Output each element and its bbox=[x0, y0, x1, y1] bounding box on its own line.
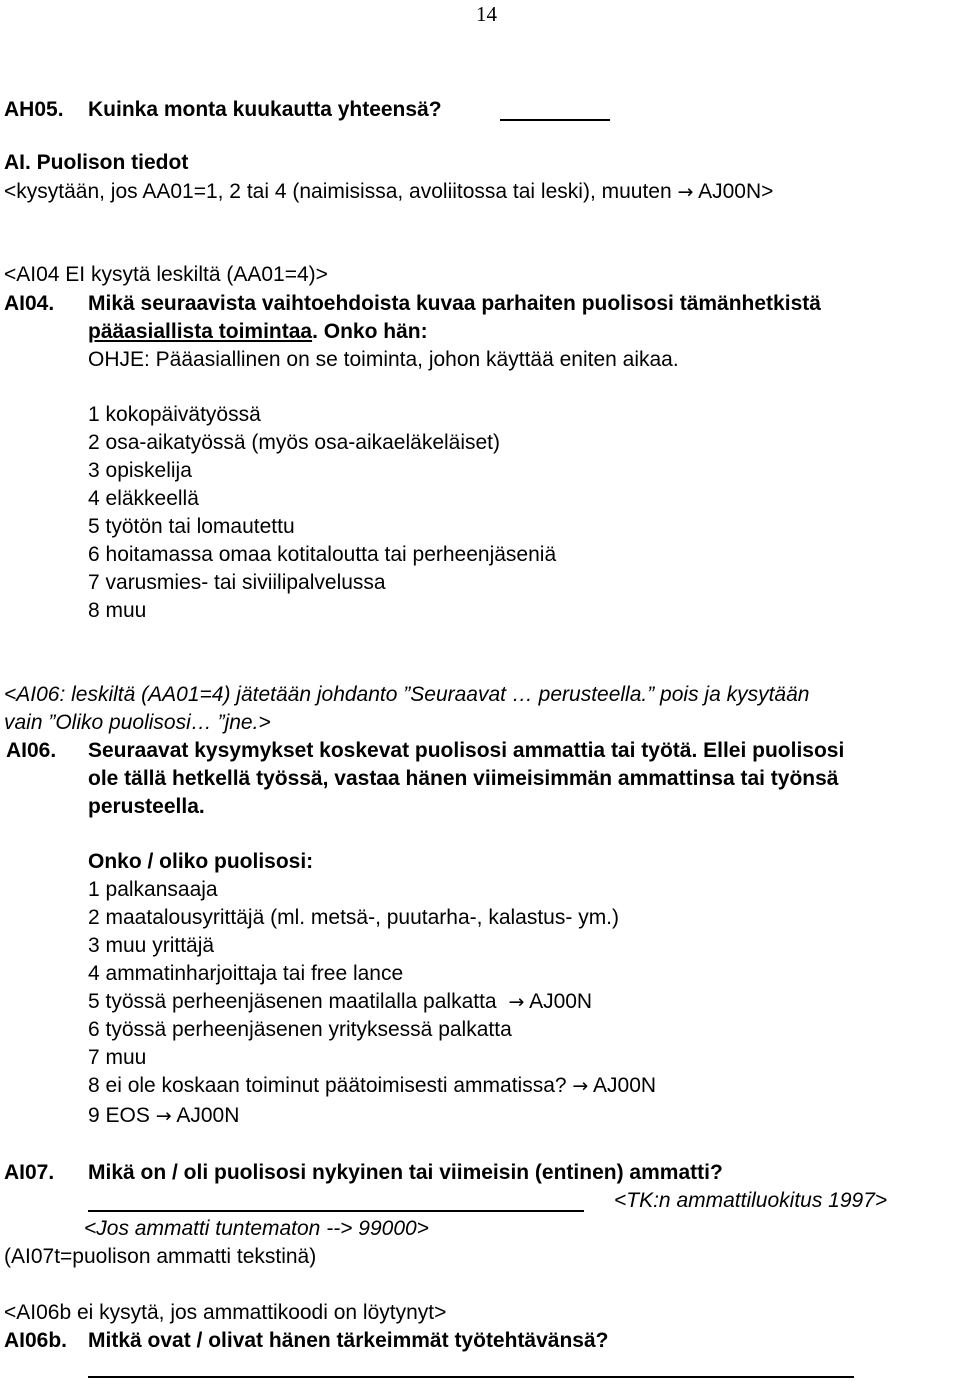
ai06-question-line1: Seuraavat kysymykset koskevat puolisosi ammattia tai työtä. Ellei puolisosi bbox=[88, 739, 845, 762]
right-arrow-icon: → bbox=[677, 181, 694, 203]
ai04-instruction: OHJE: Pääasiallinen on se toiminta, johon käyttää eniten aikaa. bbox=[88, 348, 679, 371]
ah05-answer-line bbox=[500, 119, 610, 121]
ai06-option-goto: AJ00N bbox=[176, 1104, 240, 1127]
ai06-option-text: 8 ei ole koskaan toiminut päätoimisesti ammatissa? bbox=[88, 1074, 567, 1097]
ai06-option: 3 muu yrittäjä bbox=[88, 934, 215, 957]
ai06-option-text: 5 työssä perheenjäsenen maatilalla palkatta bbox=[88, 990, 497, 1013]
ai06-note-line2: vain ”Oliko puolisosi… ”jne.> bbox=[4, 711, 271, 734]
ai06-option bbox=[88, 1105, 239, 1126]
ah05-code: AH05. bbox=[4, 98, 64, 121]
ai06-option: 4 ammatinharjoittaja tai free lance bbox=[88, 962, 404, 985]
ai06b-answer-line bbox=[88, 1376, 854, 1378]
ai07-text-note: (AI07t=puolison ammatti tekstinä) bbox=[4, 1245, 317, 1268]
right-arrow-icon: → bbox=[508, 991, 525, 1013]
ai06-option: 6 työssä perheenjäsenen yrityksessä palkatta bbox=[88, 1018, 512, 1041]
ai07-unknown-note: <Jos ammatti tuntematon --> 99000> bbox=[84, 1217, 429, 1240]
ai06-option-text: 9 EOS bbox=[88, 1104, 150, 1127]
ai04-option: 2 osa-aikatyössä (myös osa-aikaeläkeläiset) bbox=[88, 431, 501, 454]
ai06-note-line1: <AI06: leskiltä (AA01=4) jätetään johdanto ”Seuraavat … perusteella.” pois ja kysytään bbox=[4, 683, 810, 706]
ai07-answer-line bbox=[88, 1210, 584, 1212]
ai06-question-line3: perusteella. bbox=[88, 795, 205, 818]
ai04-code: AI04. bbox=[4, 292, 55, 315]
ai06b-pre-note: <AI06b ei kysytä, jos ammattikoodi on löytynyt> bbox=[4, 1301, 447, 1324]
ai07-classification-note: <TK:n ammattiluokitus 1997> bbox=[614, 1189, 888, 1212]
ai04-question-tail: . Onko hän: bbox=[312, 320, 428, 343]
ai04-question-line1: Mikä seuraavista vaihtoehdoista kuvaa parhaiten puolisosi tämänhetkistä bbox=[88, 292, 821, 315]
ai06b-code: AI06b. bbox=[4, 1329, 68, 1352]
section-ai-condition-goto: AJ00N> bbox=[698, 180, 774, 203]
ai04-option: 4 eläkkeellä bbox=[88, 487, 199, 510]
ai04-question-underlined: pääasiallista toimintaa bbox=[88, 320, 313, 343]
ai06-code: AI06. bbox=[6, 739, 57, 762]
ai06-option: 1 palkansaaja bbox=[88, 878, 218, 901]
ai06-subheading: Onko / oliko puolisosi: bbox=[88, 850, 314, 873]
ai07-question: Mikä on / oli puolisosi nykyinen tai viimeisin (entinen) ammatti? bbox=[88, 1161, 723, 1184]
section-ai-condition bbox=[4, 181, 773, 202]
page-number: 14 bbox=[476, 2, 497, 26]
section-ai-title: AI. Puolison tiedot bbox=[4, 151, 189, 174]
ai04-option: 3 opiskelija bbox=[88, 459, 192, 482]
ai04-option: 1 kokopäivätyössä bbox=[88, 403, 261, 426]
ai06-option bbox=[88, 991, 592, 1012]
ai06-option: 7 muu bbox=[88, 1046, 147, 1069]
ai06-option bbox=[88, 1075, 656, 1096]
ah05-question: Kuinka monta kuukautta yhteensä? bbox=[88, 98, 442, 121]
ai07-code: AI07. bbox=[4, 1161, 55, 1184]
right-arrow-icon: → bbox=[155, 1105, 172, 1127]
ai06-option: 2 maatalousyrittäjä (ml. metsä-, puutarha-, kalastus- ym.) bbox=[88, 906, 620, 929]
ai04-pre-note: <AI04 EI kysytä leskiltä (AA01=4)> bbox=[4, 263, 328, 286]
ai06-option-goto: AJ00N bbox=[529, 990, 593, 1013]
ai04-question-line2 bbox=[88, 321, 428, 342]
section-ai-condition-text: <kysytään, jos AA01=1, 2 tai 4 (naimisissa, avoliitossa tai leski), muuten bbox=[4, 180, 672, 203]
ai06-question-line2: ole tällä hetkellä työssä, vastaa hänen viimeisimmän ammattinsa tai työnsä bbox=[88, 767, 839, 790]
ai04-option: 6 hoitamassa omaa kotitaloutta tai perheenjäseniä bbox=[88, 543, 557, 566]
ai04-option: 8 muu bbox=[88, 599, 147, 622]
ai06-option-goto: AJ00N bbox=[593, 1074, 657, 1097]
right-arrow-icon: → bbox=[572, 1075, 589, 1097]
ai04-option: 5 työtön tai lomautettu bbox=[88, 515, 295, 538]
ai06b-question: Mitkä ovat / olivat hänen tärkeimmät työtehtävänsä? bbox=[88, 1329, 609, 1352]
ai04-option: 7 varusmies- tai siviilipalvelussa bbox=[88, 571, 386, 594]
